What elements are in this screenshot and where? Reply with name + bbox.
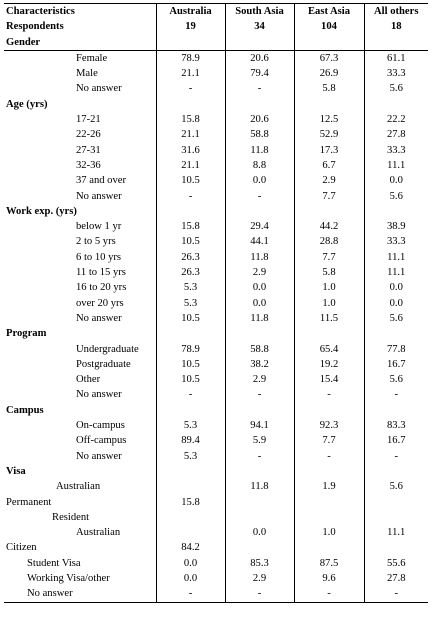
cell-value: -	[364, 387, 428, 402]
cell-value: -	[294, 586, 364, 602]
cell-value: 52.9	[294, 127, 364, 142]
cell-value: 29.4	[225, 219, 294, 234]
header-spacer	[225, 35, 294, 51]
cell-value: 8.8	[225, 158, 294, 173]
cell-value	[294, 204, 364, 219]
table-row	[4, 372, 428, 387]
cell-value: 19.2	[294, 357, 364, 372]
row-label: Female	[76, 52, 108, 64]
cell-value: 7.7	[294, 433, 364, 448]
table-row	[4, 250, 428, 265]
cell-value: 11.1	[364, 250, 428, 265]
cell-value: 11.8	[225, 479, 294, 494]
cell-value: 21.1	[156, 66, 225, 81]
row-label: Postgraduate	[76, 358, 131, 370]
table-row	[4, 449, 428, 464]
cell-value: -	[156, 189, 225, 204]
cell-value: 0.0	[364, 280, 428, 295]
cell-value: 15.8	[156, 495, 225, 510]
cell-value	[156, 204, 225, 219]
cell-value: 58.8	[225, 127, 294, 142]
cell-value: 1.0	[294, 280, 364, 295]
cell-value	[294, 495, 364, 510]
cell-value: 11.1	[364, 525, 428, 540]
cell-value	[294, 403, 364, 418]
cell-value: -	[294, 387, 364, 402]
cell-value: 15.4	[294, 372, 364, 387]
table-row	[4, 510, 428, 525]
cell-value	[364, 540, 428, 555]
cell-value: 9.6	[294, 571, 364, 586]
cell-value: 10.5	[156, 357, 225, 372]
section-label: Program	[6, 328, 47, 340]
cell-value: 65.4	[294, 342, 364, 357]
header-group-name: East Asia	[294, 4, 364, 20]
cell-value: 0.0	[156, 556, 225, 571]
cell-value: 85.3	[225, 556, 294, 571]
cell-value: 2.9	[294, 173, 364, 188]
section-row	[4, 97, 428, 112]
cell-value	[364, 403, 428, 418]
cell-value: 2.9	[225, 372, 294, 387]
row-label: 11 to 15 yrs	[76, 267, 126, 279]
row-label: Permanent	[6, 496, 52, 508]
cell-value: 5.3	[156, 280, 225, 295]
cell-value: 5.8	[294, 265, 364, 280]
cell-value: 0.0	[225, 525, 294, 540]
table-row	[4, 586, 428, 602]
cell-value: 33.3	[364, 143, 428, 158]
header-spacer	[156, 35, 225, 51]
cell-value: 11.8	[225, 250, 294, 265]
row-label: No answer	[4, 586, 156, 602]
table-row	[4, 357, 428, 372]
row-label: No answer	[76, 389, 122, 401]
row-label: Resident	[52, 511, 90, 523]
cell-value: 5.3	[156, 296, 225, 311]
cell-value: 11.1	[364, 158, 428, 173]
cell-value: 0.0	[225, 280, 294, 295]
row-label: Australian	[56, 481, 101, 493]
cell-value: -	[225, 387, 294, 402]
cell-value: 15.8	[156, 112, 225, 127]
cell-value: 7.7	[294, 250, 364, 265]
table-row	[4, 50, 428, 66]
cell-value: 5.9	[225, 433, 294, 448]
table-row	[4, 525, 428, 540]
table-row	[4, 387, 428, 402]
row-label: No answer	[76, 83, 122, 95]
table-row	[4, 158, 428, 173]
row-label: Off-campus	[76, 435, 127, 447]
row-label: Australian	[76, 527, 121, 539]
cell-value: 87.5	[294, 556, 364, 571]
cell-value: 12.5	[294, 112, 364, 127]
row-label: Male	[76, 68, 98, 80]
cell-value	[294, 97, 364, 112]
cell-value: 33.3	[364, 66, 428, 81]
header-spacer	[364, 35, 428, 51]
row-label: 22-26	[76, 129, 101, 141]
cell-value: 27.8	[364, 127, 428, 142]
cell-value: -	[225, 189, 294, 204]
section-label: Visa	[6, 465, 26, 477]
cell-value: 5.6	[364, 372, 428, 387]
row-label: Other	[76, 374, 101, 386]
cell-value: 84.2	[156, 540, 225, 555]
row-label: No answer	[76, 450, 122, 462]
cell-value: 6.7	[294, 158, 364, 173]
table-row	[4, 81, 428, 96]
table-row	[4, 173, 428, 188]
header-group-count: 34	[225, 19, 294, 34]
cell-value	[156, 510, 225, 525]
cell-value: 89.4	[156, 433, 225, 448]
header-group-name: Australia	[156, 4, 225, 20]
cell-value: -	[225, 81, 294, 96]
row-label: Working Visa/other	[27, 572, 110, 584]
cell-value: 10.5	[156, 173, 225, 188]
cell-value	[225, 540, 294, 555]
row-label: 37 and over	[76, 175, 127, 187]
cell-value: 44.2	[294, 219, 364, 234]
row-label: below 1 yr	[76, 221, 122, 233]
cell-value	[156, 97, 225, 112]
cell-value: 44.1	[225, 234, 294, 249]
header-gender: Gender	[4, 35, 156, 51]
row-label: 2 to 5 yrs	[76, 236, 116, 248]
cell-value: 26.3	[156, 265, 225, 280]
table-row	[4, 342, 428, 357]
cell-value: 0.0	[225, 173, 294, 188]
cell-value: 5.6	[364, 311, 428, 326]
row-label: Student Visa	[27, 557, 81, 569]
header-respondents: Respondents	[6, 21, 64, 33]
table-row	[4, 556, 428, 571]
cell-value: 5.6	[364, 81, 428, 96]
header-group-name: All others	[364, 4, 428, 20]
row-label: Citizen	[6, 542, 37, 554]
cell-value: 55.6	[364, 556, 428, 571]
cell-value: 11.5	[294, 311, 364, 326]
cell-value: -	[156, 586, 225, 602]
cell-value: -	[225, 586, 294, 602]
cell-value	[364, 510, 428, 525]
table-row	[4, 495, 428, 510]
document-page	[4, 0, 428, 603]
cell-value: 31.6	[156, 143, 225, 158]
cell-value: 11.1	[364, 265, 428, 280]
cell-value: 11.8	[225, 311, 294, 326]
cell-value: 2.9	[225, 265, 294, 280]
row-label: 32-36	[76, 159, 101, 171]
respondent-characteristics-table	[4, 3, 428, 603]
cell-value: 38.2	[225, 357, 294, 372]
row-label: No answer	[76, 312, 122, 324]
row-label: On-campus	[76, 420, 125, 432]
cell-value	[364, 495, 428, 510]
cell-value: 78.9	[156, 50, 225, 66]
section-row	[4, 403, 428, 418]
cell-value: -	[156, 81, 225, 96]
cell-value: 11.8	[225, 143, 294, 158]
cell-value	[294, 510, 364, 525]
cell-value	[156, 464, 225, 479]
cell-value: 21.1	[156, 158, 225, 173]
cell-value: 0.0	[364, 296, 428, 311]
cell-value: 0.0	[225, 296, 294, 311]
cell-value	[364, 204, 428, 219]
cell-value: 26.9	[294, 66, 364, 81]
header-characteristics: Characteristics	[4, 4, 156, 20]
header-group-count: 104	[294, 19, 364, 34]
cell-value: 33.3	[364, 234, 428, 249]
section-row	[4, 464, 428, 479]
cell-value: 5.6	[364, 189, 428, 204]
cell-value: 77.8	[364, 342, 428, 357]
table-row	[4, 540, 428, 555]
cell-value: -	[294, 449, 364, 464]
cell-value: 21.1	[156, 127, 225, 142]
cell-value: -	[156, 387, 225, 402]
table-row	[4, 189, 428, 204]
cell-value: 27.8	[364, 571, 428, 586]
cell-value	[156, 403, 225, 418]
cell-value	[364, 97, 428, 112]
section-label: Work exp. (yrs)	[6, 205, 77, 217]
table-row	[4, 418, 428, 433]
cell-value: -	[364, 586, 428, 602]
cell-value: 0.0	[156, 571, 225, 586]
table-row	[4, 433, 428, 448]
cell-value: 1.0	[294, 296, 364, 311]
row-label: 6 to 10 yrs	[76, 251, 122, 263]
row-label: Undergraduate	[76, 343, 139, 355]
cell-value: -	[364, 449, 428, 464]
cell-value	[364, 326, 428, 341]
cell-value	[294, 540, 364, 555]
cell-value: 16.7	[364, 357, 428, 372]
cell-value: 5.8	[294, 81, 364, 96]
table-row	[4, 311, 428, 326]
cell-value	[294, 464, 364, 479]
table-row	[4, 66, 428, 81]
table-row	[4, 296, 428, 311]
cell-value	[225, 403, 294, 418]
cell-value: 5.3	[156, 449, 225, 464]
cell-value: 38.9	[364, 219, 428, 234]
header-group-name: South Asia	[225, 4, 294, 20]
section-label: Campus	[6, 404, 44, 416]
cell-value	[294, 326, 364, 341]
row-label: 17-21	[76, 114, 101, 126]
cell-value	[156, 326, 225, 341]
cell-value: 10.5	[156, 311, 225, 326]
cell-value: 17.3	[294, 143, 364, 158]
cell-value: 78.9	[156, 342, 225, 357]
header-group-count: 18	[364, 19, 428, 34]
cell-value: 83.3	[364, 418, 428, 433]
cell-value: 7.7	[294, 189, 364, 204]
header-group-count: 19	[156, 19, 225, 34]
cell-value: 92.3	[294, 418, 364, 433]
cell-value: 0.0	[364, 173, 428, 188]
cell-value: 10.5	[156, 372, 225, 387]
cell-value	[156, 479, 225, 494]
table-row	[4, 265, 428, 280]
header-spacer	[294, 35, 364, 51]
cell-value: 20.6	[225, 50, 294, 66]
cell-value	[156, 525, 225, 540]
cell-value: 5.3	[156, 418, 225, 433]
cell-value: 94.1	[225, 418, 294, 433]
table-row	[4, 234, 428, 249]
row-label: 27-31	[76, 144, 101, 156]
cell-value: 79.4	[225, 66, 294, 81]
cell-value: -	[225, 449, 294, 464]
cell-value: 1.9	[294, 479, 364, 494]
row-label: No answer	[76, 190, 122, 202]
cell-value: 67.3	[294, 50, 364, 66]
cell-value	[225, 495, 294, 510]
cell-value: 1.0	[294, 525, 364, 540]
table-row	[4, 280, 428, 295]
section-label: Age (yrs)	[6, 98, 48, 110]
table-row	[4, 112, 428, 127]
cell-value	[225, 204, 294, 219]
cell-value	[225, 510, 294, 525]
cell-value: 2.9	[225, 571, 294, 586]
cell-value: 58.8	[225, 342, 294, 357]
cell-value	[364, 464, 428, 479]
cell-value	[225, 326, 294, 341]
table-row	[4, 571, 428, 586]
cell-value: 15.8	[156, 219, 225, 234]
row-label: 16 to 20 yrs	[76, 282, 127, 294]
table-row	[4, 143, 428, 158]
cell-value: 26.3	[156, 250, 225, 265]
cell-value: 16.7	[364, 433, 428, 448]
section-row	[4, 326, 428, 341]
cell-value	[225, 97, 294, 112]
table-row	[4, 479, 428, 494]
cell-value: 20.6	[225, 112, 294, 127]
section-row	[4, 204, 428, 219]
cell-value: 5.6	[364, 479, 428, 494]
cell-value: 61.1	[364, 50, 428, 66]
table-row	[4, 219, 428, 234]
table-body	[4, 50, 428, 602]
cell-value: 10.5	[156, 234, 225, 249]
table-row	[4, 127, 428, 142]
cell-value	[225, 464, 294, 479]
cell-value: 28.8	[294, 234, 364, 249]
row-label: over 20 yrs	[76, 297, 124, 309]
cell-value: 22.2	[364, 112, 428, 127]
